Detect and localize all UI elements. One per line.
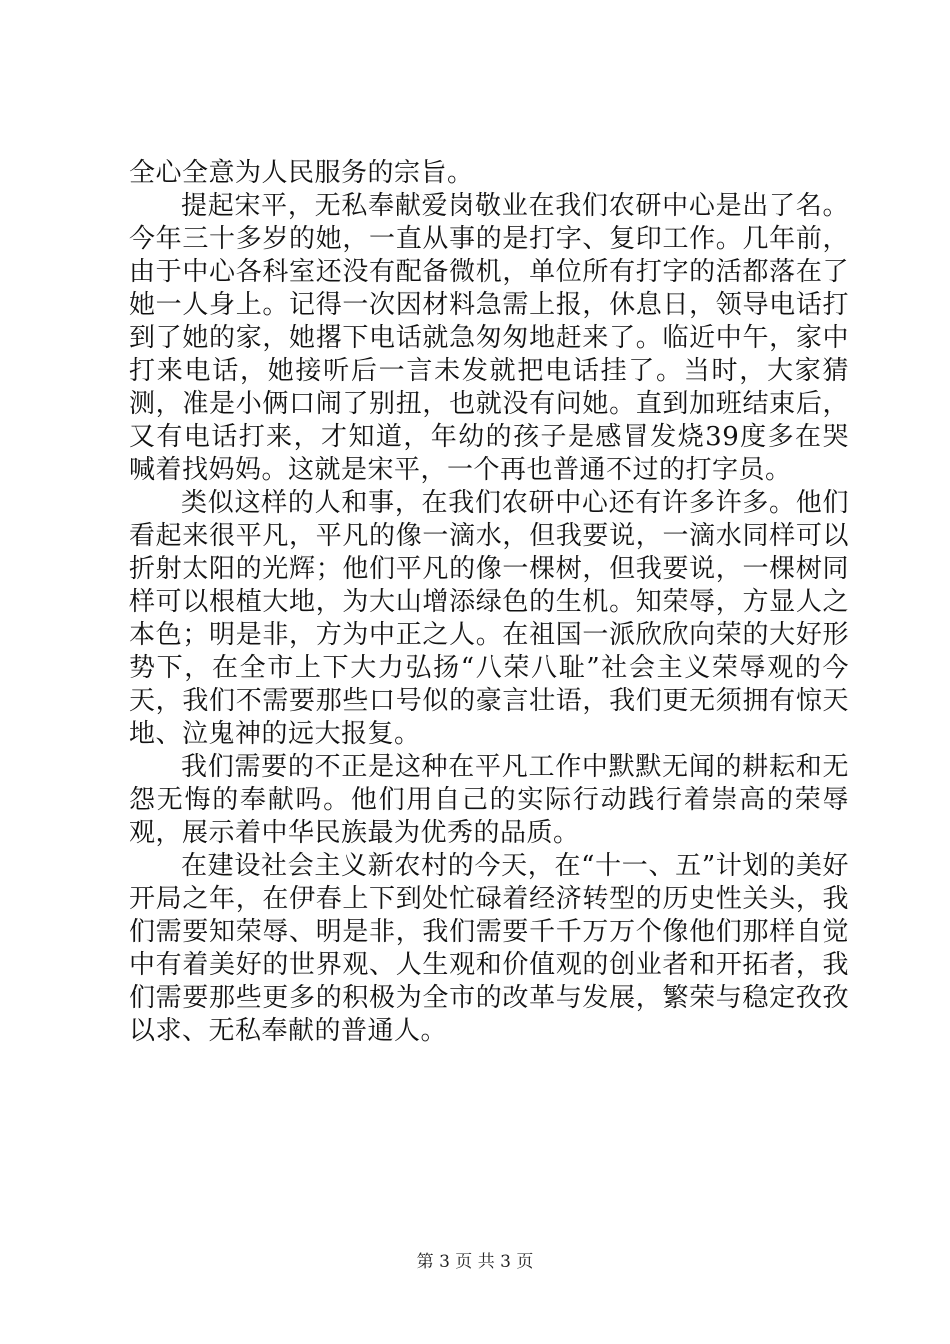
paragraph-continuation: 全心全意为人民服务的宗旨。 — [129, 158, 474, 188]
paragraph-dedication: 我们需要的不正是这种在平凡工作中默默无闻的耕耘和无怨无悔的奉献吗。他们用自己的实际行动践行着崇高的荣辱观，展示着中华民族最为优秀的品质。 — [129, 752, 849, 848]
page-footer: 第 3 页 共 3 页 — [416, 1252, 534, 1272]
paragraph-similar-people: 类似这样的人和事，在我们农研中心还有许多许多。他们看起来很平凡，平凡的像一滴水，但我要说，一滴水同样可以折射太阳的光辉；他们平凡的像一棵树，但我要说，一棵树同样可以根植大地，为大山增添绿色的生机。知荣辱，方显人之本色；明是非，方为中正之人。在祖国一派欣欣向荣的大好形势下，在全市上下大力弘扬“八荣八耻”社会主义荣辱观的今天，我们不需要那些口号似的豪言壮语，我们更无须拥有惊天地、泣鬼神的远大报复。 — [129, 488, 849, 749]
document-body — [129, 157, 849, 1048]
paragraph-song-ping: 提起宋平，无私奉献爱岗敬业在我们农研中心是出了名。今年三十多岁的她，一直从事的是打字、复印工作。几年前，由于中心各科室还没有配备微机，单位所有打字的活都落在了她一人身上。记得一次因材料急需上报，休息日，领导电话打到了她的家，她撂下电话就急匆匆地赶来了。临近中午，家中打来电话，她接听后一言未发就把电话挂了。当时，大家猜测，准是小俩口闹了别扭，也就没有问她。直到加班结束后，又有电话打来，才知道，年幼的孩子是感冒发烧39度多在哭喊着找妈妈。这就是宋平，一个再也普通不过的打字员。 — [129, 191, 849, 485]
paragraph-new-countryside: 在建设社会主义新农村的今天，在“十一、五”计划的美好开局之年，在伊春上下到处忙碌着经济转型的历史性关头，我们需要知荣辱、明是非，我们需要千千万万个像他们那样自觉中有着美好的世界观、人生观和价值观的创业者和开拓者，我们需要那些更多的积极为全市的改革与发展，繁荣与稳定孜孜以求、无私奉献的普通人。 — [129, 851, 849, 1046]
